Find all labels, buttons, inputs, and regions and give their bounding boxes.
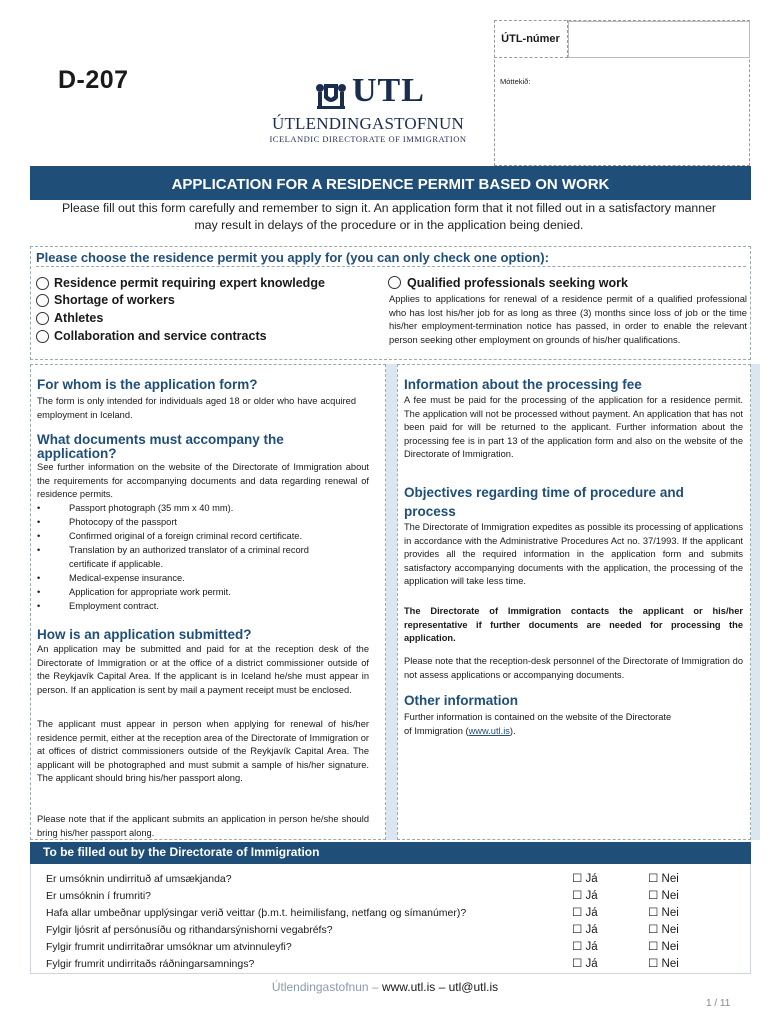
option-expert-knowledge: Residence permit requiring expert knowledge (54, 276, 325, 290)
staff-section-title: To be filled out by the Directorate of Immigration (43, 845, 320, 859)
list-item: • Photocopy of the passport (37, 515, 357, 529)
divider (36, 266, 746, 267)
logo-name: ÚTLENDINGASTOFNUN (272, 114, 464, 133)
no-checkbox[interactable]: ☐ Nei (648, 873, 679, 885)
utl-number-field[interactable] (568, 21, 750, 58)
utl-number-label: ÚTL-númer (494, 20, 568, 58)
no-label: Nei (661, 873, 679, 885)
yes-label: Já (585, 958, 598, 970)
contact-text: The Directorate of Immigration contacts the applicant or his/her representative if further documents are needed for processing the application. (404, 606, 743, 644)
checklist-question: Fylgir frumrit undirritaðrar umsóknar um atvinnuleyfi? (46, 941, 292, 953)
yes-checkbox[interactable]: ☐ Já (572, 958, 598, 970)
option-collaboration-contracts: Collaboration and service contracts (54, 329, 267, 343)
submission-text-2: The applicant must appear in person when applying for renewal of his/her residence permit, either at the reception area of the Directorate of Immigration or at offices of district commissioners outside of the Reykjavík Capital Area. The applicant will be photographed and must submit a sample of his/her signature. The applicant should bring his/her passport along. (37, 719, 369, 784)
checklist-question: Hafa allar umbeðnar upplýsingar verið veittar (þ.m.t. heimilisfang, netfang og símanúmer)? (46, 907, 467, 919)
checklist-question: Fylgir frumrit undirritaðs ráðningarsamnings? (46, 958, 255, 970)
yes-label: Já (585, 890, 598, 902)
yes-checkbox[interactable]: ☐ Já (572, 907, 598, 919)
submission-text-3: Please note that if the applicant submits an application in person he/she should bring his/her passport along. (37, 814, 369, 838)
whom-text: The form is only intended for individuals aged 18 or older who have acquired employment in Iceland. (37, 396, 356, 420)
radio-expert-knowledge[interactable] (36, 277, 49, 290)
footer-org: Útlendingastofnun – (271, 980, 382, 994)
utl-logo (262, 72, 474, 146)
yes-label: Já (585, 873, 598, 885)
radio-athletes[interactable] (36, 312, 49, 325)
list-item: • Medical-expense insurance. (37, 571, 357, 585)
documents-heading-line-2: application? (37, 446, 117, 461)
form-title: APPLICATION FOR A RESIDENCE PERMIT BASED ON WORK (171, 176, 610, 193)
qualified-professionals-description: Applies to applications for renewal of a residence permit of a qualified professional who has lost his/her job for as long as three (3) months since loss of job or the time his/her employment-termination notice has passed, in order to enable the relevant person seeking other employment on grounds of his/her qualifications. (389, 293, 747, 345)
checklist-question: Er umsóknin undirrituð af umsækjanda? (46, 873, 232, 885)
coat-of-arms-icon (314, 78, 348, 110)
objectives-heading-line-2: process (404, 504, 456, 519)
yes-checkbox[interactable]: ☐ Já (572, 941, 598, 953)
received-label: Móttekið: (500, 77, 531, 86)
submission-heading: How is an application submitted? (37, 627, 252, 642)
option-shortage-of-workers: Shortage of workers (54, 293, 175, 307)
whom-heading: For whom is the application form? (37, 377, 258, 392)
yes-label: Já (585, 941, 598, 953)
checklist-question: Fylgir ljósrit af persónusíðu og rithandarsýnishorni vegabréfs? (46, 924, 333, 936)
objectives-text: The Directorate of Immigration expedites as possible its processing of applications in accordance with the Administrative Procedures Act no. 37/1993. If the applicant provides all the required information in the application form and submits satisfactory accompanying documents with the application, the processing of the application will take less time. (404, 522, 743, 587)
option-athletes: Athletes (54, 311, 104, 325)
list-item: • Confirmed original of a foreign criminal record certificate. (37, 529, 357, 543)
other-info-text (404, 711, 743, 738)
list-item: • Employment contract. (37, 599, 357, 613)
page-number: 1 / 11 (706, 998, 731, 1009)
yes-label: Já (585, 924, 598, 936)
objectives-heading-line-1: Objectives regarding time of procedure and (404, 485, 684, 500)
checklist-question: Er umsóknin í frumriti? (46, 890, 152, 902)
other-info-text-1: Further information is contained on the website of the Directorate (404, 712, 672, 722)
no-checkbox[interactable]: ☐ Nei (648, 890, 679, 902)
radio-qualified-professionals[interactable] (388, 276, 401, 289)
permit-choice-title: Please choose the residence permit you apply for (you can only check one option): (36, 250, 549, 265)
submission-text-1: An application may be submitted and paid for at the reception desk of the Directorate of Immigration or at the office of a district commissioner outside of the Reykjavík Capital Area. If the applicant is in Iceland he/she must appear in person. If an application is sent by mail a payment receipt must be enclosed. (37, 644, 369, 695)
no-label: Nei (661, 958, 679, 970)
option-qualified-professionals: Qualified professionals seeking work (407, 276, 628, 290)
list-item: • Translation by an authorized translator of a criminal record certificate if applicable. (37, 543, 357, 571)
no-label: Nei (661, 924, 679, 936)
other-info-text-3: ). (509, 725, 516, 736)
fee-text: A fee must be paid for the processing of the application for a residence permit. The application will not be processed without payment. An application that has not been paid for will be returned to the applicant. Further information about the processing fee is in part 13 of the application form and also on the website of the Directorate of Immigration. (404, 395, 743, 460)
list-item: • Passport photograph (35 mm x 40 mm). (37, 501, 357, 515)
yes-checkbox[interactable]: ☐ Já (572, 924, 598, 936)
documents-list (37, 501, 357, 613)
no-checkbox[interactable]: ☐ Nei (648, 941, 679, 953)
instructions-line-1: Please fill out this form carefully and remember to sign it. An application form that it not filled out in a satisfactory manner (61, 201, 717, 215)
no-checkbox[interactable]: ☐ Nei (648, 924, 679, 936)
footer-contact: www.utl.is – utl@utl.is (381, 980, 499, 994)
radio-collaboration-contracts[interactable] (36, 330, 49, 343)
no-label: Nei (661, 941, 679, 953)
logo-subtitle: ICELANDIC DIRECTORATE OF IMMIGRATION (269, 134, 467, 144)
form-code: D-207 (58, 66, 129, 94)
instructions-line-2: may result in delays of the procedure or in the application being denied. (194, 218, 584, 232)
no-checkbox[interactable]: ☐ Nei (648, 958, 679, 970)
website-link[interactable]: www.utl.is (468, 725, 510, 736)
form-instructions (24, 200, 754, 234)
list-item: • Application for appropriate work permit. (37, 585, 357, 599)
no-label: Nei (661, 890, 679, 902)
documents-text: See further information on the website of the Directorate of Immigration about the requirements for accompanying documents and data regarding renewal of residence permits. (37, 462, 369, 500)
no-label: Nei (661, 907, 679, 919)
yes-label: Já (585, 907, 598, 919)
radio-shortage-of-workers[interactable] (36, 294, 49, 307)
yes-checkbox[interactable]: ☐ Já (572, 890, 598, 902)
other-info-heading: Other information (404, 693, 518, 708)
documents-heading-line-1: What documents must accompany the (37, 432, 284, 447)
fee-heading: Information about the processing fee (404, 377, 642, 392)
no-checkbox[interactable]: ☐ Nei (648, 907, 679, 919)
yes-checkbox[interactable]: ☐ Já (572, 873, 598, 885)
other-info-text-2: of Immigration ( (404, 725, 469, 736)
page-footer (0, 980, 770, 994)
logo-wordmark: UTL (352, 72, 425, 109)
reception-text: Please note that the reception-desk personnel of the Directorate of Immigration do not assess applications or accompanying documents. (404, 656, 743, 680)
